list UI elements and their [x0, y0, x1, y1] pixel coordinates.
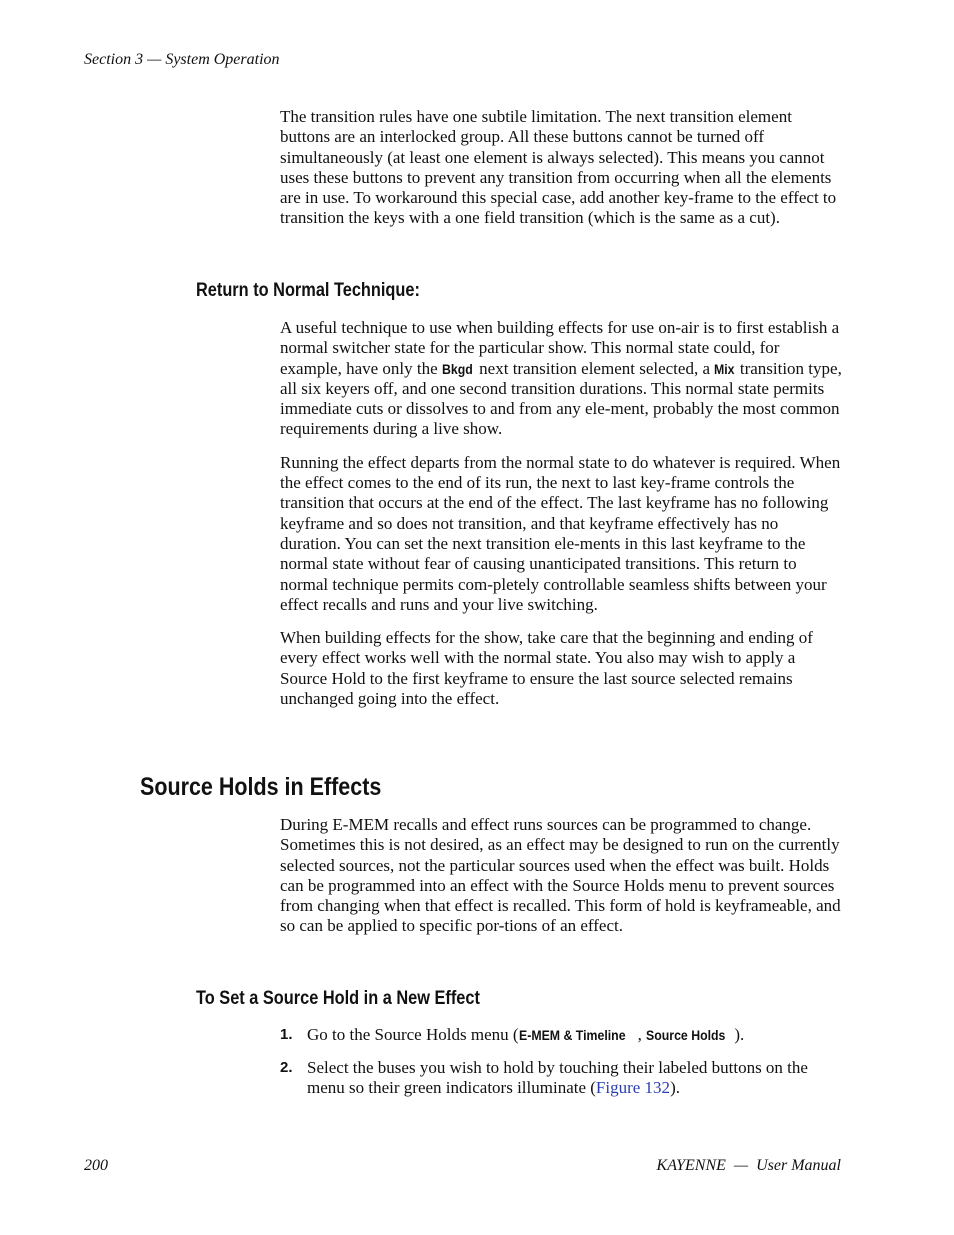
- set-source-hold-heading: To Set a Source Hold in a New Effect: [196, 988, 480, 1009]
- step-number: 1.: [280, 1026, 293, 1043]
- text-run: ).: [734, 1025, 745, 1044]
- return-to-normal-paragraph-3: When building effects for the show, take care that the beginning and ending of every effect works well with the normal state. You also may wish to apply a Source Hold to the first keyframe to ensure the last source selected remains unchanged going into the effect.: [280, 628, 813, 709]
- text-run: ,: [637, 1025, 647, 1044]
- intro-paragraph: The transition rules have one subtile limitation. The next transition element buttons are an interlocked group. All these buttons cannot be turned off simultaneously (at least one element is always selected). This means you cannot uses these buttons to prevent any transition from occurring when all the elements are in use. To workaround this special case, add another key-frame to the effect to transition the keys with a one field transition (which is the same as a cut).: [280, 107, 837, 228]
- intro-section: [280, 107, 842, 229]
- return-to-normal-paragraph-1: [280, 318, 842, 440]
- text-run: ).: [670, 1078, 680, 1098]
- step-1: [280, 1025, 842, 1045]
- step-2: [280, 1058, 842, 1099]
- page-number: 200: [84, 1157, 108, 1174]
- text-run: transition type, all six keyers off, and one second transition durations. This normal state permits immediate cuts or dissolves to and from any ele-ment, probably the most common requirements during a live show.: [280, 358, 842, 439]
- text-run: next transition element selected, a: [474, 358, 715, 378]
- text-run: A useful technique to use when building effects for use on-air is to first establish a normal switcher state for the particular show. This normal state could, for example, have only the: [280, 318, 840, 378]
- figure-132-link[interactable]: Figure 132: [595, 1078, 671, 1098]
- source-holds-paragraph: During E-MEM recalls and effect runs sources can be programmed to change. Sometimes this is not desired, as an effect may be designed to run on the currently selected sources, not the particular sources used when the effect was built. Holds can be programmed into an effect with the Source Holds menu to prevent sources from changing when that effect is recalled. This form of hold is keyframeable, and so can be applied to specific por-tions of an effect.: [280, 815, 841, 936]
- return-to-normal-paragraph-2: Running the effect departs from the normal state to do whatever is required. When the effect comes to the end of its run, the next to last key-frame controls the transition that occurs at the end of the effect. The last keyframe has no following keyframe and so does not transition, and that keyframe effectively has no duration. You can set the next transition ele-ments in this last keyframe to the normal state without fear of causing unanticipated transitions. This return to normal technique permits com-pletely controllable seamless shifts between your effect recalls and runs and your live switching.: [280, 452, 841, 614]
- manual-title: KAYENNE — User Manual: [656, 1157, 841, 1174]
- bkgd-button-label: Bkgd: [441, 360, 473, 377]
- text-run: Go to the Source Holds menu (: [307, 1025, 519, 1044]
- source-holds-heading: Source Holds in Effects: [140, 773, 382, 801]
- mix-button-label: Mix: [714, 360, 735, 377]
- source-holds-body: [280, 815, 842, 937]
- step-number: 2.: [280, 1059, 293, 1076]
- return-to-normal-body: [280, 318, 842, 709]
- step-text: [307, 1025, 842, 1045]
- running-header: Section 3 — System Operation: [84, 51, 280, 68]
- step-text: [307, 1058, 842, 1099]
- text-run: Select the buses you wish to hold by touching their labeled buttons on the menu so their green indicators illuminate (: [307, 1058, 808, 1098]
- return-to-normal-heading: Return to Normal Technique:: [196, 280, 420, 301]
- source-holds-menu-label: Source Holds: [646, 1027, 726, 1043]
- emem-timeline-menu-label: E-MEM & Timeline: [518, 1027, 626, 1043]
